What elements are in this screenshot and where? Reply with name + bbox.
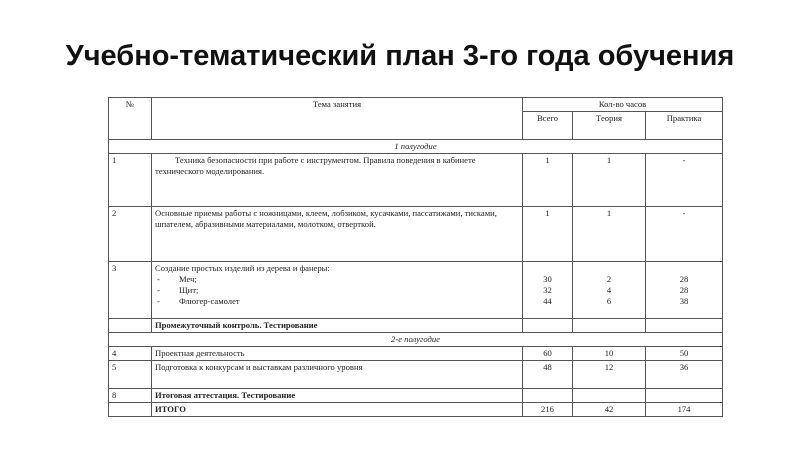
row3-item-shield: Щит; (179, 285, 199, 295)
row3-total (523, 262, 573, 319)
table-row (109, 347, 723, 361)
row3-practice-shield: 28 (679, 285, 689, 295)
final-practice (646, 389, 723, 403)
row2-topic: Основные приемы работы с ножницами, клеем, лобзиком, кусачками, пассатижами, тисками, шпателем, абразивными материалами, молотком, отверткой. (152, 207, 523, 262)
table-row (109, 361, 723, 389)
row3-topic: Создание простых изделий из дерева и фанеры: (155, 263, 330, 273)
table-row (109, 262, 723, 319)
row3-theory (573, 262, 646, 319)
bullet-dash: - (157, 274, 160, 284)
row3-practice (646, 262, 723, 319)
section-row-half1 (109, 140, 723, 154)
table-row (109, 207, 723, 262)
row5-practice: 36 (646, 361, 723, 389)
interim-theory (573, 319, 646, 333)
table-header-row (109, 98, 723, 112)
row4-theory: 10 (573, 347, 646, 361)
row3-total-weathervane: 44 (543, 296, 552, 306)
section-row-half2 (109, 333, 723, 347)
section-half2: 2-е полугодие (109, 333, 723, 347)
row4-practice: 50 (646, 347, 723, 361)
row1-num: 1 (109, 154, 152, 207)
header-practice: Практика (646, 112, 723, 140)
row5-theory: 12 (573, 361, 646, 389)
row3-total-sword: 30 (543, 274, 552, 284)
row3-theory-sword: 2 (606, 274, 612, 284)
row3-item-sword: Меч; (179, 274, 197, 284)
list-item (155, 296, 519, 307)
final-num: 8 (109, 389, 152, 403)
final-total (523, 389, 573, 403)
curriculum-table (108, 97, 723, 417)
bullet-dash: - (157, 285, 160, 295)
table-row (109, 389, 723, 403)
row1-topic: Техника безопасности при работе с инструментом. Правила поведения в кабинете технического моделирования. (152, 154, 523, 207)
header-hours: Кол-во часов (523, 98, 723, 112)
row4-num: 4 (109, 347, 152, 361)
row5-total: 48 (523, 361, 573, 389)
row3-practice-weathervane: 38 (679, 296, 689, 306)
row3-topic-cell (152, 262, 523, 319)
interim-total (523, 319, 573, 333)
final-topic: Итоговая аттестация. Тестирование (152, 389, 523, 403)
interim-topic: Промежуточный контроль. Тестирование (152, 319, 523, 333)
row3-num: 3 (109, 262, 152, 319)
row5-topic: Подготовка к конкурсам и выставкам различного уровня (152, 361, 523, 389)
totals-total: 216 (523, 403, 573, 417)
row1-total: 1 (523, 154, 573, 207)
row4-total: 60 (523, 347, 573, 361)
row4-topic: Проектная деятельность (152, 347, 523, 361)
list-item (155, 274, 519, 285)
totals-practice: 174 (646, 403, 723, 417)
section-half1: 1 полугодие (109, 140, 723, 154)
totals-theory: 42 (573, 403, 646, 417)
totals-label: ИТОГО (152, 403, 523, 417)
row1-practice: - (646, 154, 723, 207)
row2-total: 1 (523, 207, 573, 262)
header-topic: Тема занятия (152, 98, 523, 140)
row3-theory-weathervane: 6 (606, 296, 612, 306)
row3-total-shield: 32 (543, 285, 552, 295)
interim-num (109, 319, 152, 333)
header-num: № (109, 98, 152, 140)
row3-item-weathervane: Флюгер-самолет (179, 296, 240, 306)
totals-num (109, 403, 152, 417)
row1-theory: 1 (573, 154, 646, 207)
interim-practice (646, 319, 723, 333)
row3-practice-sword: 28 (679, 274, 689, 284)
totals-row (109, 403, 723, 417)
row3-theory-shield: 4 (606, 285, 612, 295)
list-item (155, 285, 519, 296)
page-title: Учебно-тематический план 3-го года обучения (65, 40, 735, 72)
header-theory: Теория (573, 112, 646, 140)
row2-practice: - (646, 207, 723, 262)
row5-num: 5 (109, 361, 152, 389)
row2-theory: 1 (573, 207, 646, 262)
header-total: Всего (523, 112, 573, 140)
row2-num: 2 (109, 207, 152, 262)
table-row (109, 319, 723, 333)
table-row (109, 154, 723, 207)
bullet-dash: - (157, 296, 160, 306)
final-theory (573, 389, 646, 403)
